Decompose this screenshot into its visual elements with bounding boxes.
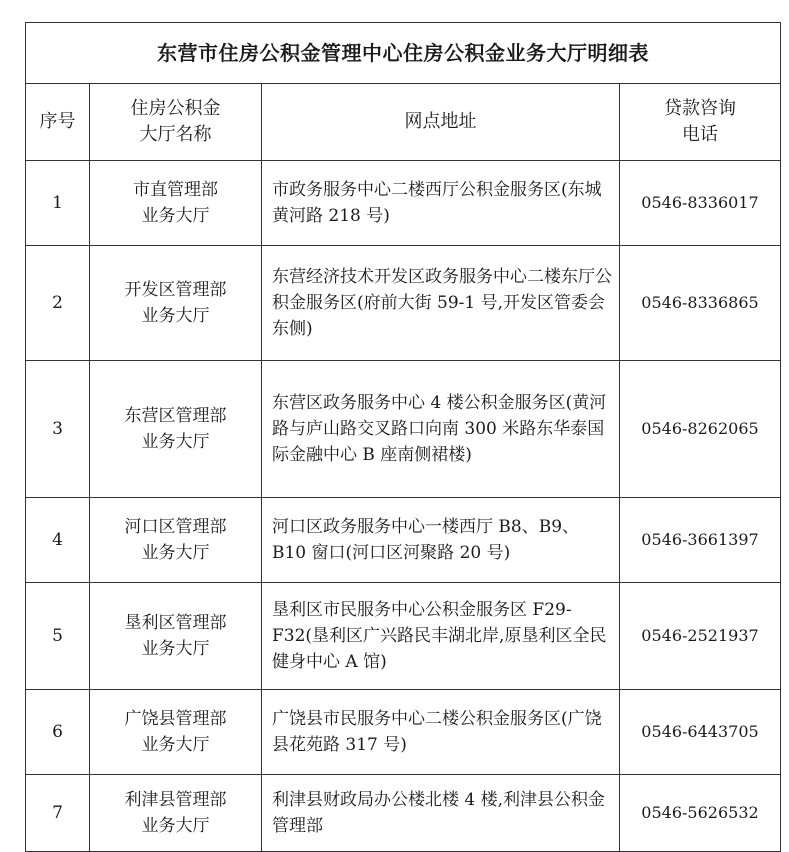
row-seq: 3 <box>26 361 90 498</box>
title-row <box>26 23 781 84</box>
row-seq: 5 <box>26 583 90 690</box>
table-row <box>26 246 781 361</box>
row-hall-name-line1: 市直管理部 <box>133 180 218 200</box>
row-address: 东营区政务服务中心 4 楼公积金服务区(黄河路与庐山路交叉路口向南 300 米路东华泰国际金融中心 B 座南侧裙楼) <box>262 361 620 498</box>
header-hall-name-line2: 大厅名称 <box>139 124 212 145</box>
row-hall-name-line1: 河口区管理部 <box>124 517 227 537</box>
row-address: 垦利区市民服务中心公积金服务区 F29-F32(垦利区广兴路民丰湖北岸,原垦利区全民健身中心 A 馆) <box>262 583 620 690</box>
row-hall-name <box>90 361 262 498</box>
row-hall-name-line2: 业务大厅 <box>141 543 210 563</box>
row-phone: 0546-8336017 <box>620 161 781 246</box>
table-row <box>26 775 781 852</box>
row-hall-name-line2: 业务大厅 <box>141 816 210 836</box>
table-row <box>26 498 781 583</box>
row-hall-name <box>90 775 262 852</box>
row-address: 市政务服务中心二楼西厅公积金服务区(东城黄河路 218 号) <box>262 161 620 246</box>
header-row <box>26 84 781 161</box>
hall-table <box>25 22 781 852</box>
row-hall-name-line2: 业务大厅 <box>141 735 210 755</box>
header-address: 网点地址 <box>262 84 620 161</box>
row-phone: 0546-8262065 <box>620 361 781 498</box>
row-phone: 0546-2521937 <box>620 583 781 690</box>
row-hall-name-line1: 垦利区管理部 <box>124 613 227 633</box>
row-hall-name <box>90 246 262 361</box>
table-sheet <box>25 22 780 852</box>
row-phone: 0546-6443705 <box>620 690 781 775</box>
table-row <box>26 161 781 246</box>
header-phone-line2: 电话 <box>682 124 718 145</box>
table-title: 东营市住房公积金管理中心住房公积金业务大厅明细表 <box>26 23 781 84</box>
table-row <box>26 361 781 498</box>
row-address: 河口区政务服务中心一楼西厅 B8、B9、B10 窗口(河口区河聚路 20 号) <box>262 498 620 583</box>
row-phone: 0546-3661397 <box>620 498 781 583</box>
row-hall-name-line1: 广饶县管理部 <box>124 709 227 729</box>
row-phone: 0546-5626532 <box>620 775 781 852</box>
row-hall-name <box>90 690 262 775</box>
row-seq: 7 <box>26 775 90 852</box>
row-seq: 1 <box>26 161 90 246</box>
row-hall-name-line2: 业务大厅 <box>141 206 210 226</box>
row-hall-name-line2: 业务大厅 <box>141 639 210 659</box>
header-hall-name-line1: 住房公积金 <box>130 98 221 119</box>
row-hall-name-line1: 利津县管理部 <box>124 790 227 810</box>
row-hall-name-line2: 业务大厅 <box>141 306 210 326</box>
header-seq: 序号 <box>26 84 90 161</box>
row-hall-name-line1: 东营区管理部 <box>124 406 227 426</box>
row-hall-name-line1: 开发区管理部 <box>124 280 227 300</box>
row-seq: 2 <box>26 246 90 361</box>
header-hall-name <box>90 84 262 161</box>
header-phone-line1: 贷款咨询 <box>664 98 736 119</box>
table-row <box>26 583 781 690</box>
row-hall-name <box>90 498 262 583</box>
row-seq: 6 <box>26 690 90 775</box>
row-hall-name-line2: 业务大厅 <box>141 432 210 452</box>
row-phone: 0546-8336865 <box>620 246 781 361</box>
row-address: 利津县财政局办公楼北楼 4 楼,利津县公积金管理部 <box>262 775 620 852</box>
table-row <box>26 690 781 775</box>
row-seq: 4 <box>26 498 90 583</box>
row-hall-name <box>90 583 262 690</box>
row-hall-name <box>90 161 262 246</box>
header-phone <box>620 84 781 161</box>
row-address: 东营经济技术开发区政务服务中心二楼东厅公积金服务区(府前大街 59-1 号,开发区管委会东侧) <box>262 246 620 361</box>
row-address: 广饶县市民服务中心二楼公积金服务区(广饶县花苑路 317 号) <box>262 690 620 775</box>
